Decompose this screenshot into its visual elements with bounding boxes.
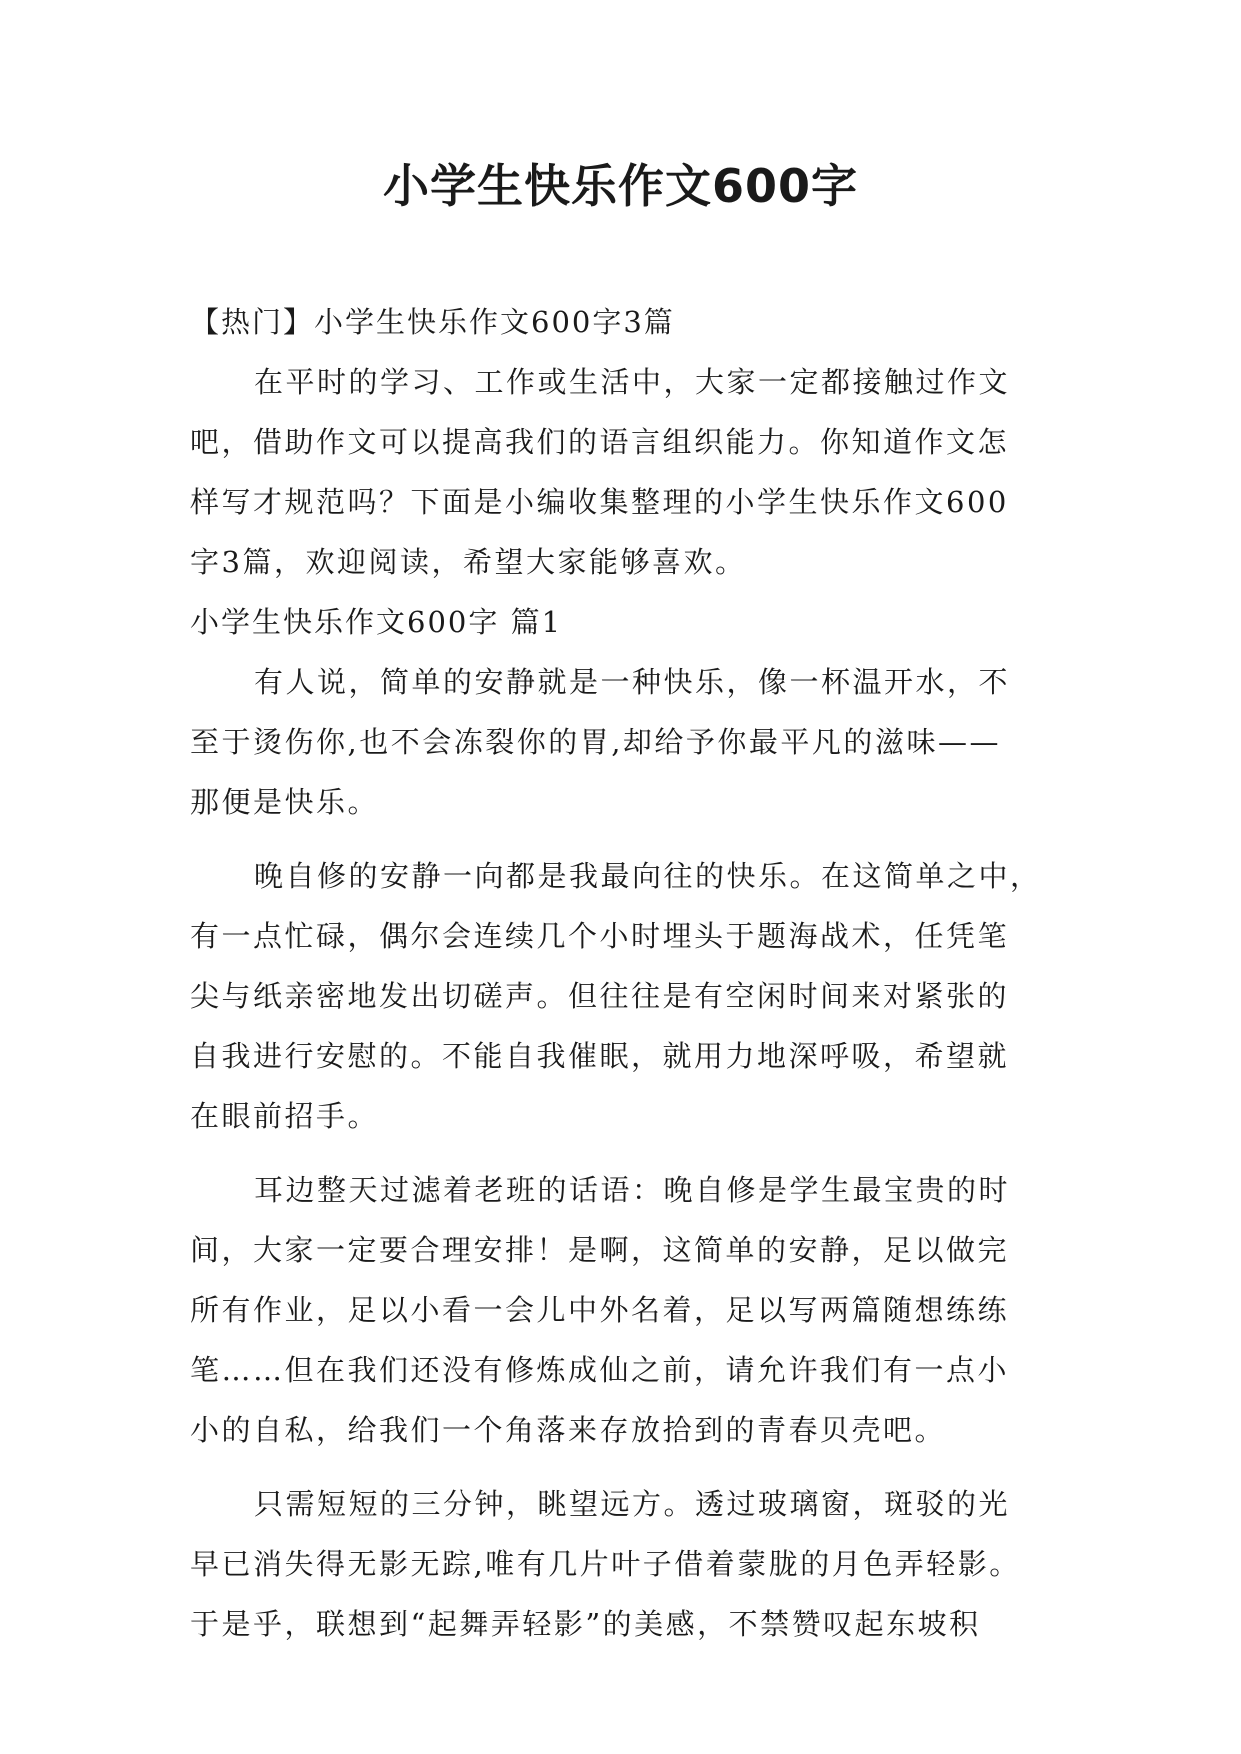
paragraph-line: 那便是快乐。	[190, 785, 380, 819]
paragraph-line: 尖与纸亲密地发出切磋声。但往往是有空闲时间来对紧张的	[190, 979, 1010, 1013]
paragraph-line: 笔……但在我们还没有修炼成仙之前，请允许我们有一点小	[190, 1353, 1010, 1387]
paragraph-line: 小的自私，给我们一个角落来存放拾到的青春贝壳吧。	[190, 1413, 947, 1447]
paragraph-line: 耳边整天过滤着老班的话语：晚自修是学生最宝贵的时	[254, 1173, 1011, 1207]
document-body	[190, 292, 1060, 1654]
paragraph-line: 于是乎，联想到“起舞弄轻影”的美感，不禁赞叹起东坡积	[190, 1607, 981, 1641]
paragraph-line: 在眼前招手。	[190, 1099, 380, 1133]
paragraph-line: 早已消失得无影无踪,唯有几片叶子借着蒙胧的月色弄轻影。	[190, 1547, 1021, 1581]
paragraph-line: 有一点忙碌，偶尔会连续几个小时埋头于题海战术，任凭笔	[190, 919, 1010, 953]
paragraph-line: 自我进行安慰的。不能自我催眠，就用力地深呼吸，希望就	[190, 1039, 1010, 1073]
paragraph-line: 有人说，简单的安静就是一种快乐，像一杯温开水，不	[254, 665, 1011, 699]
paragraph-line: 吧，借助作文可以提高我们的语言组织能力。你知道作文怎	[190, 425, 1010, 459]
paragraph-line: 晚自修的安静一向都是我最向往的快乐。在这简单之中，	[254, 859, 1042, 893]
section-heading: 【热门】小学生快乐作文600字3篇	[190, 305, 675, 339]
paragraph-line: 样写才规范吗？下面是小编收集整理的小学生快乐作文600	[190, 485, 1009, 519]
paragraph-line: 只需短短的三分钟，眺望远方。透过玻璃窗，斑驳的光	[254, 1487, 1011, 1521]
page-title: 小学生快乐作文600字	[382, 159, 859, 213]
paragraph-line: 至于烫伤你,也不会冻裂你的胃,却给予你最平凡的滋味——	[190, 725, 1001, 759]
paragraph-line: 间，大家一定要合理安排！是啊，这简单的安静，足以做完	[190, 1233, 1010, 1267]
paragraph-line: 字3篇，欢迎阅读，希望大家能够喜欢。	[190, 545, 747, 579]
paragraph-line: 所有作业，足以小看一会儿中外名着，足以写两篇随想练练	[190, 1293, 1010, 1327]
paragraph-line: 在平时的学习、工作或生活中，大家一定都接触过作文	[254, 365, 1011, 399]
section-heading: 小学生快乐作文600字 篇1	[190, 605, 563, 639]
